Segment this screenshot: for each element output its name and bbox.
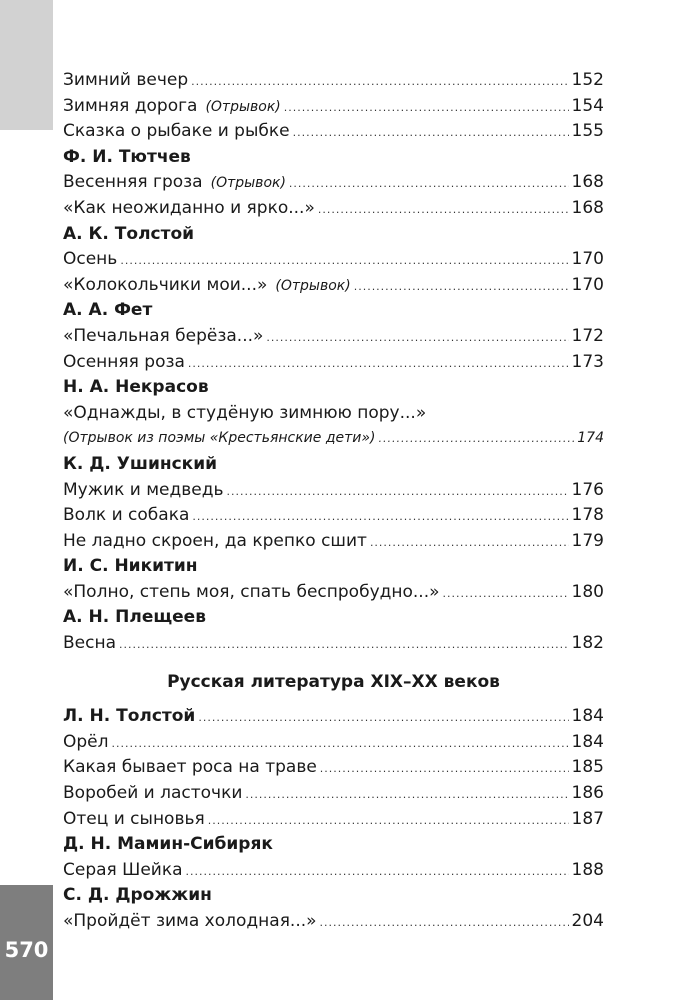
author-name: К. Д. Ушинский	[63, 453, 218, 474]
author-name: Ф. И. Тютчев	[63, 146, 191, 167]
page-ref: 168	[571, 172, 604, 193]
entry-title: Не ладно скроен, да крепко сшит	[63, 530, 367, 551]
dot-leader	[378, 426, 574, 452]
toc-entry[interactable]	[63, 909, 604, 935]
entry-title: Волк и собака	[63, 505, 190, 526]
author-name: А. Н. Плещеев	[63, 607, 206, 628]
entry-subtitle: (Отрывок из поэмы «Крестьянские дети»)	[63, 430, 376, 447]
dot-leader	[186, 859, 569, 885]
page-ref: 174	[577, 430, 604, 447]
page-ref: 168	[571, 197, 604, 218]
toc-entry[interactable]	[63, 503, 604, 529]
page-ref: 204	[571, 911, 604, 931]
page-ref: 176	[571, 479, 604, 500]
entry-note: (Отрывок)	[275, 277, 351, 294]
author-name: И. С. Никитин	[63, 556, 198, 577]
toc-author[interactable]	[63, 554, 604, 580]
toc-entry[interactable]	[63, 781, 604, 807]
section-heading: Русская литература XIX–XX веков	[167, 671, 500, 692]
page-ref: 184	[571, 731, 604, 752]
toc-entry[interactable]	[63, 196, 604, 222]
toc-entry[interactable]	[63, 730, 604, 756]
toc-author[interactable]	[63, 145, 604, 171]
entry-title: Осенняя роза	[63, 351, 185, 372]
dot-leader	[354, 274, 569, 300]
toc-entry[interactable]	[63, 119, 604, 145]
entry-title: Орёл	[63, 731, 109, 752]
entry-title: «Как неожиданно и ярко...»	[63, 197, 315, 218]
toc-author[interactable]	[63, 452, 604, 478]
toc-entry[interactable]	[63, 858, 604, 884]
dot-leader	[119, 632, 569, 658]
page-tab-top	[0, 0, 53, 130]
dot-leader	[320, 910, 569, 936]
toc-block-2	[63, 704, 604, 934]
dot-leader	[370, 530, 569, 556]
page-ref: 184	[571, 706, 604, 727]
entry-title: Мужик и медведь	[63, 479, 224, 500]
toc-entry[interactable]	[63, 529, 604, 555]
page-ref: 179	[571, 530, 604, 551]
author-name: А. А. Фет	[63, 300, 153, 321]
author-name: С. Д. Дрожжин	[63, 885, 212, 906]
author-name: Д. Н. Мамин-Сибиряк	[63, 834, 273, 855]
page-ref: 155	[571, 121, 604, 142]
page-ref: 178	[571, 505, 604, 526]
entry-title: Весенняя гроза	[63, 172, 203, 193]
entry-title: «Колокольчики мои...»	[63, 274, 268, 295]
toc-author[interactable]	[63, 704, 604, 730]
toc-entry[interactable]	[63, 68, 604, 94]
dot-leader	[289, 171, 569, 197]
toc-entry[interactable]	[63, 807, 604, 833]
entry-title: Зимняя дорога	[63, 95, 198, 116]
dot-leader	[208, 808, 569, 834]
toc-entry[interactable]	[63, 273, 604, 299]
toc-entry[interactable]	[63, 580, 604, 606]
entry-title: Отец и сыновья	[63, 808, 205, 829]
author-name: Л. Н. Толстой	[63, 706, 196, 727]
page-ref: 170	[571, 249, 604, 270]
entry-title: «Однажды, в студёную зимнюю пору...»	[63, 402, 427, 423]
dot-leader	[266, 325, 568, 351]
page-ref: 185	[571, 757, 604, 778]
toc-block-1	[63, 68, 604, 657]
entry-title: «Печальная берёза...»	[63, 325, 264, 346]
dot-leader	[284, 95, 569, 121]
toc-author[interactable]	[63, 832, 604, 858]
toc-entry[interactable]	[63, 324, 604, 350]
dot-leader	[120, 248, 568, 274]
dot-leader	[320, 756, 569, 782]
toc-author[interactable]	[63, 222, 604, 248]
toc-entry[interactable]	[63, 350, 604, 376]
toc-author[interactable]	[63, 298, 604, 324]
toc-entry[interactable]	[63, 401, 604, 427]
entry-note: (Отрывок)	[210, 175, 286, 192]
entry-title: Серая Шейка	[63, 859, 183, 880]
dot-leader	[192, 504, 568, 530]
dot-leader	[191, 69, 568, 95]
dot-leader	[293, 120, 569, 146]
page-ref: 152	[571, 70, 604, 90]
entry-note: (Отрывок)	[205, 98, 281, 115]
entry-title: «Полно, степь моя, спать беспробудно...»	[63, 581, 440, 602]
page-ref: 180	[571, 581, 604, 602]
toc-entry[interactable]	[63, 478, 604, 504]
toc-entry[interactable]	[63, 631, 604, 657]
toc-author[interactable]	[63, 605, 604, 631]
entry-title: Сказка о рыбаке и рыбке	[63, 121, 290, 142]
entry-title: Воробей и ласточки	[63, 783, 243, 804]
entry-title: «Пройдёт зима холодная...»	[63, 911, 317, 931]
page-ref: 187	[571, 808, 604, 829]
entry-title: Зимний вечер	[63, 70, 189, 90]
entry-title: Весна	[63, 633, 117, 654]
dot-leader	[112, 731, 569, 757]
page-number: 570	[4, 938, 49, 962]
entry-title: Какая бывает роса на траве	[63, 757, 317, 778]
toc-entry[interactable]	[63, 755, 604, 781]
toc-entry[interactable]	[63, 94, 604, 120]
toc-entry[interactable]	[63, 426, 604, 452]
dot-leader	[245, 782, 568, 808]
dot-leader	[227, 479, 569, 505]
toc-author[interactable]	[63, 375, 604, 401]
page-ref: 154	[571, 95, 604, 116]
entry-title: Осень	[63, 249, 118, 270]
author-name: Н. А. Некрасов	[63, 377, 209, 398]
table-of-contents	[63, 68, 604, 935]
toc-author[interactable]	[63, 883, 604, 909]
page-ref: 182	[571, 633, 604, 654]
page-ref: 170	[571, 274, 604, 295]
dot-leader	[198, 705, 568, 731]
page-ref: 172	[571, 325, 604, 346]
page-ref: 188	[571, 859, 604, 880]
page-ref: 186	[571, 783, 604, 804]
dot-leader	[318, 197, 569, 223]
toc-entry[interactable]	[63, 247, 604, 273]
page-ref: 173	[571, 351, 604, 372]
dot-leader	[443, 581, 569, 607]
author-name: А. К. Толстой	[63, 223, 195, 244]
dot-leader	[188, 351, 569, 377]
toc-entry[interactable]	[63, 170, 604, 196]
